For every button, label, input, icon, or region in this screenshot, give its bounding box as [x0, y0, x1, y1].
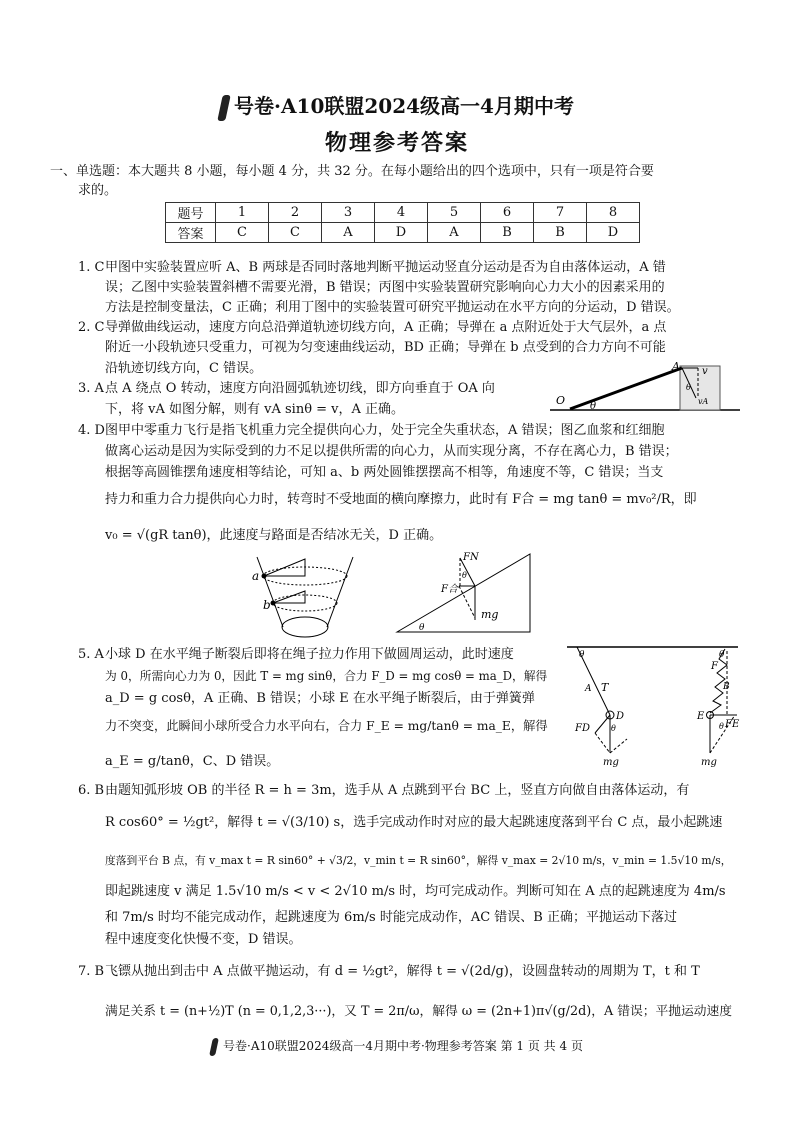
document-title — [0, 90, 794, 121]
answer-table — [165, 202, 640, 243]
page-footer — [0, 1037, 794, 1056]
fig-label: θ — [579, 650, 585, 660]
fig-label: θ — [719, 722, 724, 731]
table-cell: B — [534, 223, 587, 243]
answer-explanation-line: 图甲中零重力飞行是指飞机重力完全提供向心力，处于完全失重状态，A 错误；图乙血浆和红细胞 — [105, 423, 665, 438]
question-number: 1. C — [78, 260, 105, 275]
answer-explanation-line: 附近一小段轨迹只受重力，可视为匀变速曲线运动，BD 正确；导弹在 b 点受到的合力方向不可能 — [105, 340, 666, 355]
table-row — [166, 223, 640, 243]
fig-label: θ — [719, 650, 725, 660]
question-number: 5. A — [78, 647, 104, 662]
table-row — [166, 203, 640, 223]
table-cell: 3 — [322, 203, 375, 223]
section-heading-cont: 求的。 — [78, 183, 118, 198]
fig-label: a — [252, 569, 260, 583]
table-cell: 8 — [587, 203, 640, 223]
table-cell: C — [216, 223, 269, 243]
question-number: 6. B — [78, 783, 105, 798]
fig-label: mg — [481, 608, 499, 621]
fig-label: v — [702, 366, 708, 377]
brand-logo-icon — [217, 95, 231, 121]
fig-label: F合 — [441, 584, 458, 595]
brand-logo-icon — [209, 1038, 219, 1056]
answer-explanation-line: 下，将 vA 如图分解，则有 vA sinθ = v，A 正确。 — [105, 402, 405, 417]
answer-explanation-line: 甲图中实验装置应听 A、B 两球是否同时落地判断平抛运动竖直分运动是否为自由落体运动，A 错 — [105, 260, 666, 275]
table-cell: A — [428, 223, 481, 243]
question-number: 2. C — [78, 320, 105, 335]
brand-name: 号卷 — [234, 94, 275, 118]
answer-explanation-line: 即起跳速度 v 满足 1.5√10 m/s < v < 2√10 m/s 时，均可完成动作。判断可知在 A 点的起跳速度为 4m/s — [105, 884, 726, 899]
answer-explanation-line: 由题知弧形坡 OB 的半径 R = h = 3m，选手从 A 点跳到平台 BC 上，竖直方向做自由落体运动，有 — [105, 783, 690, 798]
table-cell: 6 — [481, 203, 534, 223]
fig-label: FD — [575, 723, 590, 734]
table-cell: A — [322, 223, 375, 243]
answer-explanation-line: 程中速度变化快慢不变，D 错误。 — [105, 932, 302, 947]
fig-label: E — [697, 711, 705, 722]
answer-explanation-line: a_D = g cosθ，A 正确、B 错误；小球 E 在水平绳子断裂后，由于弹簧弹 — [105, 691, 535, 706]
table-cell: 7 — [534, 203, 587, 223]
answer-explanation-line: a_E = g/tanθ，C、D 错误。 — [105, 754, 280, 769]
fig-label: θ — [611, 724, 616, 733]
answer-explanation-line: 方法是控制变量法，C 正确；利用丁图中的实验装置可研究平抛运动在水平方向的分运动，D 错误。 — [105, 300, 680, 315]
table-cell: C — [269, 223, 322, 243]
footer-brand: 号卷 — [223, 1039, 248, 1053]
fig-label: T — [601, 681, 609, 694]
answer-explanation-line: 为 0，所需向心力为 0，因此 T = mg sinθ，合力 F_D = mg cosθ = ma_D，解得 — [105, 669, 548, 683]
fig-label: D — [616, 711, 625, 722]
q4-incline-figure — [395, 552, 535, 637]
table-cell: B — [481, 223, 534, 243]
answer-explanation-line: 根据等高圆锥摆角速度相等结论，可知 a、b 两处圆锥摆摆高不相等，角速度不等，C 错误；当支 — [105, 465, 664, 480]
answer-explanation-line: 误；乙图中实验装置斜槽不需要光滑，B 错误；丙图中实验装置研究影响向心力大小的因素采用的 — [105, 280, 665, 295]
answer-explanation-line: 持力和重力合力提供向心力时，转弯时不受地面的横向摩擦力，此时有 F合 = mg tanθ = mv₀²/R，即 — [105, 492, 697, 507]
fig-label: θ — [419, 623, 425, 633]
answer-explanation-line: 沿轨迹切线方向，C 错误。 — [105, 361, 263, 376]
q5-figure — [565, 643, 740, 768]
answer-explanation-line: 满足关系 t = (n+½)T (n = 0,1,2,3···)，又 T = 2π/ω，解得 ω = (2n+1)π√(g/2d)，A 错误；平抛运动速度 — [105, 1004, 732, 1019]
question-number: 3. A — [78, 381, 104, 396]
fig-label: θ — [686, 383, 691, 392]
fig-label: F — [711, 661, 718, 672]
document-subtitle: 物理参考答案 — [324, 130, 469, 156]
fig-label: θ — [462, 571, 467, 580]
exam-title: ·A10联盟2024级高一4月期中考 — [274, 94, 574, 118]
answer-explanation-line: 力不突变，此瞬间小球所受合力水平向右，合力 F_E = mg/tanθ = ma_E，解得 — [105, 719, 548, 733]
row-header: 答案 — [166, 223, 216, 243]
table-cell: D — [375, 223, 428, 243]
fig-label: vA — [698, 397, 709, 406]
q3-figure — [550, 362, 740, 417]
section-heading: 一、单选题：本大题共 8 小题，每小题 4 分，共 32 分。在每小题给出的四个选项中，只有一项是符合要 — [50, 164, 654, 179]
answer-explanation-line: 和 7m/s 时均不能完成动作，起跳速度为 6m/s 时能完成动作，AC 错误、B 正确；平抛运动下落过 — [105, 910, 677, 925]
question-number: 4. D — [78, 423, 105, 438]
table-cell: 1 — [216, 203, 269, 223]
fig-label: FN — [463, 552, 479, 563]
fig-label: O — [556, 394, 566, 407]
fig-label: A — [672, 362, 680, 373]
footer-text: ·A10联盟2024级高一4月期中考·物理参考答案 第 1 页 共 4 页 — [247, 1039, 583, 1053]
question-number: 7. B — [78, 964, 105, 979]
answer-explanation-line: v₀ = √(gR tanθ)，此速度与路面是否结冰无关，D 正确。 — [105, 528, 443, 543]
fig-label: θ — [590, 401, 597, 412]
table-cell: D — [587, 223, 640, 243]
answer-explanation-line: 导弹做曲线运动，速度方向总沿弹道轨迹切线方向，A 正确；导弹在 a 点附近处于大气层外，a 点 — [105, 320, 667, 335]
table-cell: 5 — [428, 203, 481, 223]
table-cell: 2 — [269, 203, 322, 223]
table-cell: 4 — [375, 203, 428, 223]
fig-label: B — [723, 682, 730, 692]
fig-label: A — [585, 684, 592, 694]
fig-label: mg — [701, 757, 717, 768]
answer-explanation-line: 度落到平台 B 点，有 v_max t = R sin60° + √3/2，v_min t = R sin60°，解得 v_max = 2√10 m/s，v_min = 1.5√10 m/s， — [105, 854, 732, 867]
fig-label: FE — [725, 719, 740, 730]
answer-explanation-line: 小球 D 在水平绳子断裂后即将在绳子拉力作用下做圆周运动，此时速度 — [105, 647, 514, 662]
fig-label: mg — [603, 757, 619, 768]
fig-label: b — [263, 598, 271, 612]
answer-explanation-line: 飞镖从抛出到击中 A 点做平抛运动，有 d = ½gt²，解得 t = √(2d/g)，设圆盘转动的周期为 T，t 和 T — [105, 964, 700, 979]
row-header: 题号 — [166, 203, 216, 223]
answer-explanation-line: 做离心运动是因为实际受到的力不足以提供所需的向心力，从而实现分离，不存在离心力，B 错误； — [105, 444, 678, 459]
answer-explanation-line: R cos60° = ½gt²，解得 t = √(3/10) s，选手完成动作时对应的最大起跳速度落到平台 C 点，最小起跳速 — [105, 815, 723, 830]
q4-cone-figure — [245, 555, 365, 640]
answer-explanation-line: 点 A 绕点 O 转动，速度方向沿圆弧轨迹切线，即方向垂直于 OA 向 — [105, 381, 495, 396]
